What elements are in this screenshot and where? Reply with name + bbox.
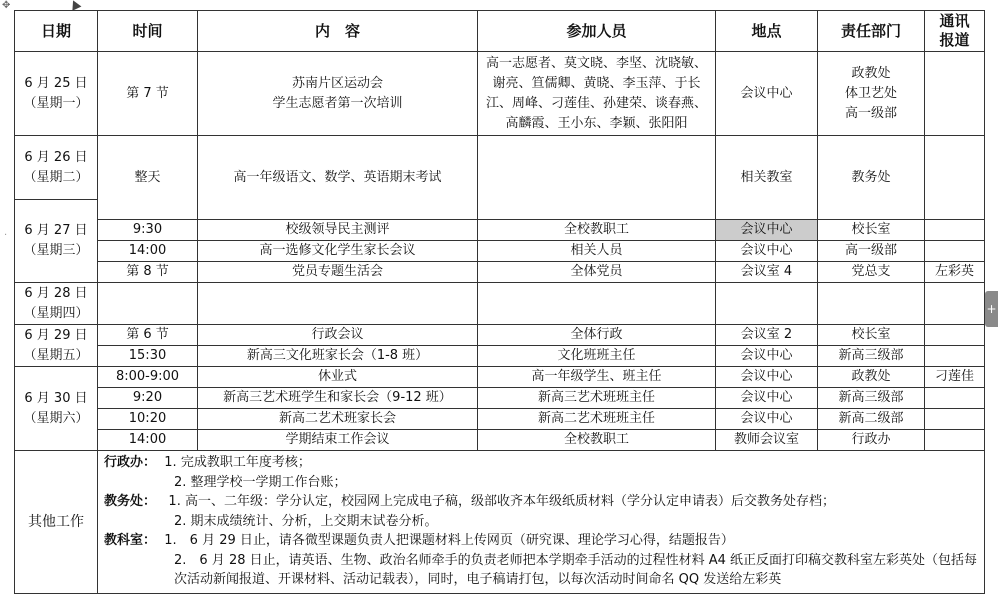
- report-cell: [925, 388, 985, 409]
- content-cell: 休业式: [198, 367, 478, 388]
- date-cell: 6 月 28 日 （星期四）: [15, 283, 98, 325]
- department-cell: 新高三级部: [818, 388, 925, 409]
- table-row: [15, 241, 985, 262]
- department-cell: 党总支: [818, 262, 925, 283]
- content-cell: 校级领导民主测评: [198, 220, 478, 241]
- admin-office-title: 行政办：: [104, 455, 157, 470]
- header-report: 通讯报道: [925, 11, 985, 52]
- location-cell: 会议中心: [716, 346, 818, 367]
- table-row: [15, 409, 985, 430]
- table-row: [15, 367, 985, 388]
- time-cell: 9:30: [98, 220, 198, 241]
- participants-cell: 高一年级学生、班主任: [478, 367, 716, 388]
- research-item-1: 1. 6 月 29 日止，请各微型课题负责人把课题材料上传网页（研究课、理论学习心得，结题报告）: [164, 533, 734, 548]
- time-cell: 15:30: [98, 346, 198, 367]
- location-cell: 会议中心: [716, 367, 818, 388]
- report-cell: 刁莲佳: [925, 367, 985, 388]
- location-cell: 会议中心: [716, 409, 818, 430]
- department-cell: 新高二级部: [818, 409, 925, 430]
- academic-office-title: 教务处：: [104, 494, 157, 509]
- participants-cell: 全体行政: [478, 325, 716, 346]
- department-cell: 政教处: [818, 367, 925, 388]
- header-location: 地点: [716, 11, 818, 52]
- participants-cell: 新高二艺术班班主任: [478, 409, 716, 430]
- content-cell: 苏南片区运动会 学生志愿者第一次培训: [198, 52, 478, 136]
- participants-cell: 相关人员: [478, 241, 716, 262]
- location-cell: 会议中心: [716, 52, 818, 136]
- header-participants: 参加人员: [478, 11, 716, 52]
- report-cell: 左彩英: [925, 262, 985, 283]
- research-office-title: 教科室：: [104, 533, 157, 548]
- time-cell: 整天: [98, 136, 198, 220]
- location-cell: 会议室 2: [716, 325, 818, 346]
- date-cell: 6 月 26 日 （星期二）: [15, 136, 98, 200]
- content-cell: 新高三文化班家长会（1-8 班）: [198, 346, 478, 367]
- content-cell: 新高三艺术班学生和家长会（9-12 班）: [198, 388, 478, 409]
- research-item-2: 2. 6 月 28 日止，请英语、生物、政治名师牵手的负责老师把本学期牵手活动的过程性材料 A4 纸正反面打印稿交教科室左彩英处（包括每次活动新闻报道、开课材料、活动记载表），同时，电子稿请打包，以每次活动时间命名 QQ 发送给左彩英: [174, 552, 978, 587]
- department-cell: 新高三级部: [818, 346, 925, 367]
- expand-side-tab[interactable]: [985, 291, 998, 327]
- participants-cell: 全校教职工: [478, 430, 716, 451]
- table-row: [15, 283, 985, 325]
- time-cell: 第 7 节: [98, 52, 198, 136]
- time-cell: 14:00: [98, 430, 198, 451]
- participants-cell: 全校教职工: [478, 220, 716, 241]
- content-cell: [198, 283, 478, 325]
- date-cell: 6 月 29 日 （星期五）: [15, 325, 98, 367]
- header-date: 日期: [15, 11, 98, 52]
- location-cell: 会议中心: [716, 241, 818, 262]
- header-department: 责任部门: [818, 11, 925, 52]
- time-cell: 9:20: [98, 388, 198, 409]
- location-cell: 教师会议室: [716, 430, 818, 451]
- report-cell: [925, 325, 985, 346]
- academic-item-1: 1. 高一、二年级：学分认定，校园网上完成电子稿，级部收齐本年级纸质材料（学分认定申请表）后交教务处存档；: [168, 494, 835, 509]
- weekly-schedule-table: [14, 10, 985, 594]
- location-cell: 相关教室: [716, 136, 818, 220]
- participants-cell: [478, 283, 716, 325]
- department-cell: [818, 283, 925, 325]
- admin-item-1: 1. 完成教职工年度考核；: [164, 455, 311, 470]
- participants-cell: 文化班班主任: [478, 346, 716, 367]
- content-cell: 学期结束工作会议: [198, 430, 478, 451]
- date-cell: 6 月 30 日 （星期六）: [15, 367, 98, 451]
- participants-cell: 高一志愿者、莫文晓、李坚、沈晓敏、 谢亮、笪儒卿、黄晓、李玉萍、于长 江、周峰、刁莲佳、孙建荣、谈春燕、 高麟霞、王小东、李颖、张阳阳: [478, 52, 716, 136]
- report-cell: [925, 346, 985, 367]
- table-row: [15, 136, 985, 200]
- header-time: 时间: [98, 11, 198, 52]
- header-row: [15, 11, 985, 52]
- time-cell: 第 6 节: [98, 325, 198, 346]
- table-row: [15, 388, 985, 409]
- table-row: [15, 262, 985, 283]
- header-content: 内 容: [198, 11, 478, 52]
- content-cell: 新高二艺术班家长会: [198, 409, 478, 430]
- plus-icon: +: [986, 302, 997, 316]
- other-work-content: [98, 451, 985, 594]
- academic-item-2: 2. 期末成绩统计、分析，上交期末试卷分析。: [174, 513, 438, 529]
- location-cell: [716, 283, 818, 325]
- left-margin-marker: ·: [4, 230, 8, 241]
- location-cell: 会议室 4: [716, 262, 818, 283]
- admin-item-2: 2. 整理学校一学期工作台账；: [174, 474, 347, 490]
- participants-cell: 新高三艺术班班主任: [478, 388, 716, 409]
- time-cell: 14:00: [98, 241, 198, 262]
- table-row: [15, 220, 985, 241]
- table-row: [15, 430, 985, 451]
- department-cell: 政教处 体卫艺处 高一级部: [818, 52, 925, 136]
- date-cell: 6 月 25 日 （星期一）: [15, 52, 98, 136]
- location-cell: 会议中心: [716, 220, 818, 241]
- content-cell: 行政会议: [198, 325, 478, 346]
- participants-cell: [478, 136, 716, 220]
- report-cell: [925, 136, 985, 220]
- report-cell: [925, 430, 985, 451]
- participants-cell: 全体党员: [478, 262, 716, 283]
- other-work-row: [15, 451, 985, 594]
- location-cell: 会议中心: [716, 388, 818, 409]
- table-move-handle-icon[interactable]: ✥: [2, 0, 11, 11]
- table-row: [15, 346, 985, 367]
- content-cell: 高一选修文化学生家长会议: [198, 241, 478, 262]
- time-cell: 10:20: [98, 409, 198, 430]
- department-cell: 教务处: [818, 136, 925, 220]
- time-cell: [98, 283, 198, 325]
- table-row: [15, 52, 985, 136]
- report-cell: [925, 409, 985, 430]
- time-cell: 8:00-9:00: [98, 367, 198, 388]
- table-row: [15, 325, 985, 346]
- content-cell: 高一年级语文、数学、英语期末考试: [198, 136, 478, 220]
- report-cell: [925, 52, 985, 136]
- other-work-label: 其他工作: [15, 451, 98, 594]
- date-cell: 6 月 27 日 （星期三）: [15, 200, 98, 283]
- department-cell: 校长室: [818, 220, 925, 241]
- department-cell: 校长室: [818, 325, 925, 346]
- report-cell: [925, 220, 985, 241]
- report-cell: [925, 283, 985, 325]
- department-cell: 高一级部: [818, 241, 925, 262]
- time-cell: 第 8 节: [98, 262, 198, 283]
- department-cell: 行政办: [818, 430, 925, 451]
- report-cell: [925, 241, 985, 262]
- content-cell: 党员专题生活会: [198, 262, 478, 283]
